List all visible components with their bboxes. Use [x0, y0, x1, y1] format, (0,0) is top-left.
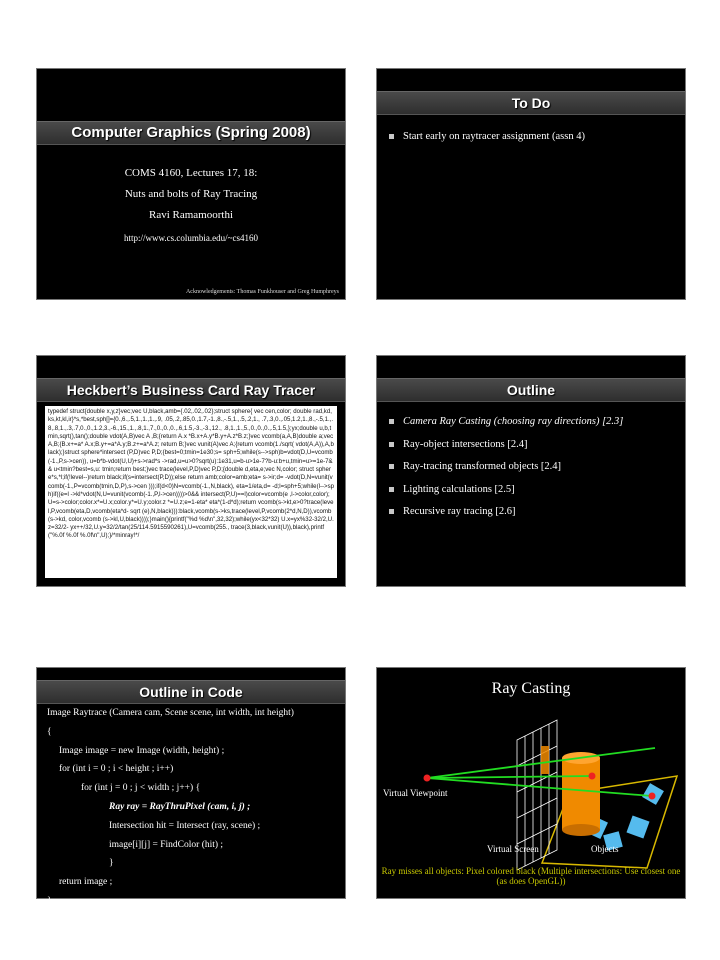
topic-line: Nuts and bolts of Ray Tracing	[124, 188, 258, 200]
lecture-line: COMS 4160, Lectures 17, 18:	[124, 167, 258, 179]
code-line: }	[109, 858, 114, 869]
slide-title	[36, 68, 346, 300]
bullet-item: Start early on raytracer assignment (assn 4)	[389, 131, 677, 142]
slide-ray-casting	[376, 667, 686, 899]
code-line: }	[47, 895, 52, 906]
bullet-item: Recursive ray tracing [2.6]	[389, 506, 677, 517]
code-line: Intersection hit = Intersect (ray, scene) ;	[109, 820, 261, 831]
hit-point	[589, 773, 596, 780]
bullet-list	[389, 131, 677, 155]
course-url: http://www.cs.columbia.edu/~cs4160	[123, 233, 258, 243]
slide-heckbert	[36, 355, 346, 587]
code-listing	[47, 704, 339, 911]
code-line-highlighted: Ray ray = RayThruPixel (cam, i, j) ;	[109, 801, 251, 812]
cylinder-bottom	[562, 824, 600, 836]
bullet-square-icon	[389, 464, 394, 469]
caption-overlap: Ray misses all objects: Pixel colored black (Multiple intersections: Use closest one (as does OpenGL))	[381, 866, 681, 886]
code-line: image[i][j] = FindColor (hit) ;	[109, 839, 224, 850]
code-line: return image ;	[59, 877, 113, 888]
slide-outline-code	[36, 667, 346, 906]
slide-todo	[376, 68, 686, 300]
cylinder	[562, 758, 600, 830]
bullet-square-icon	[389, 509, 394, 514]
code-line: for (int i = 0 ; i < height ; i++)	[59, 764, 174, 775]
author-line: Ravi Ramamoorthi	[148, 209, 233, 221]
bullet-square-icon	[389, 419, 394, 424]
bullet-item: Ray-object intersections [2.4]	[389, 439, 677, 450]
bullet-item: Ray-tracing transformed objects [2.4]	[389, 461, 677, 472]
code-line: {	[47, 726, 52, 737]
screen-label: Virtual Screen	[487, 844, 539, 854]
code-line: for (int j = 0 ; j < width ; j++) {	[81, 783, 201, 794]
bullet-item: Lighting calculations [2.5]	[389, 484, 677, 495]
bullet-square-icon	[389, 134, 394, 139]
viewpoint-marker	[424, 775, 431, 782]
objects-label: Objects	[591, 844, 619, 854]
bullet-square-icon	[389, 487, 394, 492]
slide-heading: Outline	[377, 378, 685, 402]
course-title: Computer Graphics (Spring 2008)	[37, 121, 345, 145]
viewpoint-label: Virtual Viewpoint	[383, 788, 448, 798]
code-line: Image image = new Image (width, height) ;	[59, 745, 225, 756]
bullet-list	[389, 416, 677, 529]
hit-point	[649, 793, 656, 800]
business-card-code: typedef struct{double x,y,z}vec;vec U,black,amb={.02,.02,.02};struct sphere{ vec cen,color; double rad,kd,ks,kt,kl,ir}*s,*best,sph[]={0.,6.,.5,1.,1.,1.,.9, .05,.2,.85,0.,1.7,-1.,8.,-.5,1.,.5,.2,1., .7,.3,0.,.05,1.2,1.,8.,-.5,1.,.8,.8,1.,.3,.7,0.,0.,1.2,3.,-6.,15.,1.,.8,1.,7.,0.,0.,0.,.6,1.5,-3.,-3.,12., .8,1.,1.,5.,0.,0.,0.,.5,1.5,};yx;double u,b,tmin,sqrt(),tan();double vdot(A,B)vec A ,B;{return A.x *B.x+A.y*B.y+A.z*B.z;}vec vcomb(a,A,B)double a;vec A,B;{B.x+=a* A.x;B.y+=a*A.y;B.z+=a*A.z; return B;}vec vunit(A)vec A;{return vcomb(1./sqrt( vdot(A,A)),A,black);}struct sphere*intersect (P,D)vec P,D;{best=0;tmin=1e30;s= sph+5;while(s-->sph)b=vdot(D,U=vcomb(-1.,P,s->cen)), u=b*b-vdot(U,U)+s->rad*s ->rad,u=u>0?sqrt(u):1e31,u=b-u>1e-7?b-u:b+u,tmin=u>=1e-7&& u<tmin?best=s,u: tmin;return best;}vec trace(level,P,D)vec P,D;{double d,eta,e;vec N,color; struct sphere*s,*l;if(!level--)return black;if(s=intersect(P,D));else return amb;color=amb;eta= s->ir;d= -vdot(D,N=vunit(vcomb(-1.,P=vcomb(tmin,D,P),s->cen )));if(d<0)N=vcomb(-1.,N,black), eta=1/eta,d= -d;l=sph+5;while(l-->sph)if((e=l ->kl*vdot(N,U=vunit(vcomb(-1.,P,l->cen))))>0&& intersect(P,U)==l)color=vcomb(e ,l->color,color);U=s->color;color.x*=U.x;color.y*=U.y;color.z *=U.z;e=1-eta* eta*(1-d*d);return vcomb(s->kt,e>0?trace(level,P,vcomb(eta,D,vcomb(eta*d- sqrt (e),N,black))):black,vcomb(s->ks,trace(level,P,vcomb(2*d,N,D)),vcomb(s->kd, color,vcomb (s->kl,U,black))));}main(){printf("%d %d\n",32,32);while(yx<32*32) U.x=yx%32-32/2,U.z=32/2- yx++/32,U.y=32/2/tan(25/114.5915590261),U=vcomb(255., trace(3,black,vunit(U)),black),printf ("%.0f %.0f %.0f\n",U);}/*minray!*/	[45, 406, 337, 578]
bullet-item: Camera Ray Casting (choosing ray directions) [2.3]	[389, 416, 677, 427]
cube	[626, 815, 649, 838]
bullet-square-icon	[389, 442, 394, 447]
code-line: Image Raytrace (Camera cam, Scene scene, int width, int height)	[47, 708, 294, 718]
slide-heading: Ray Casting	[491, 680, 571, 697]
slide-heading: To Do	[377, 91, 685, 115]
highlighted-pixel	[541, 746, 549, 774]
acknowledgements: Acknowledgements: Thomas Funkhouser and Greg Humphreys	[185, 289, 339, 295]
slide-outline	[376, 355, 686, 587]
slide-heading: Heckbert’s Business Card Ray Tracer	[37, 378, 345, 402]
slide-heading: Outline in Code	[37, 680, 345, 704]
